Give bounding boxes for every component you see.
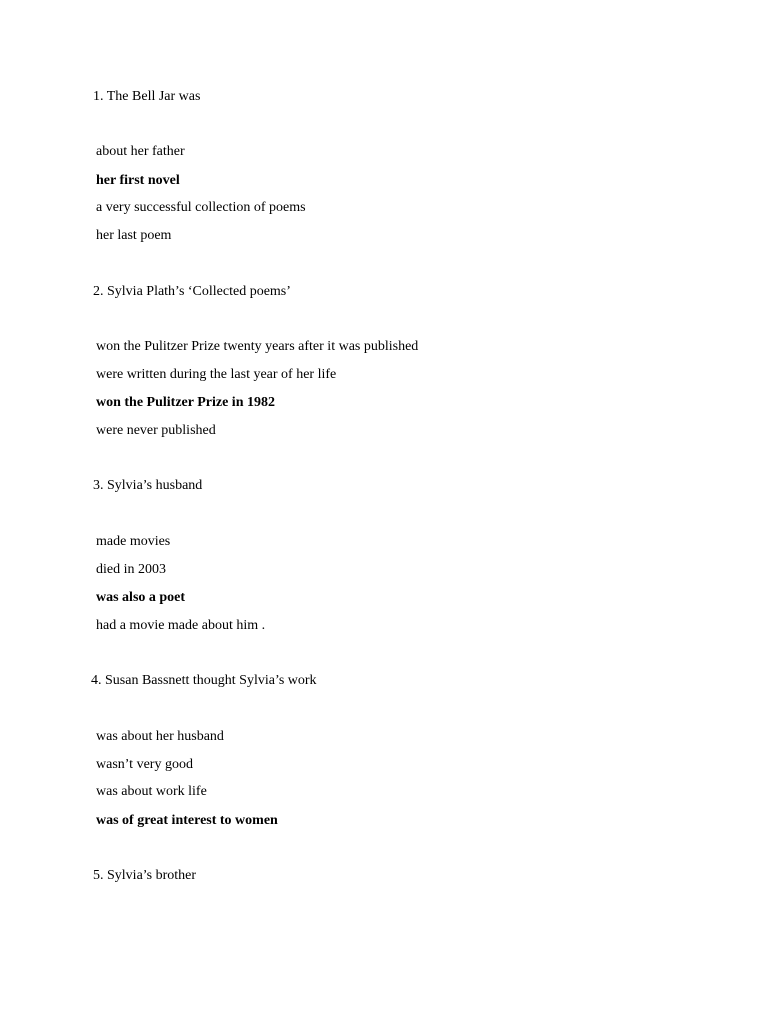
question-4-option-1: was about her husband bbox=[96, 729, 224, 744]
question-2-option-3-correct: won the Pulitzer Prize in 1982 bbox=[96, 395, 275, 410]
question-1-option-1: about her father bbox=[96, 144, 185, 159]
question-1-option-4: her last poem bbox=[96, 228, 172, 243]
question-4-option-3: was about work life bbox=[96, 784, 207, 799]
question-2-option-2: were written during the last year of her life bbox=[96, 367, 337, 382]
question-2-option-1: won the Pulitzer Prize twenty years after it was published bbox=[96, 339, 419, 354]
question-3-option-1: made movies bbox=[96, 534, 171, 549]
question-3-option-4: had a movie made about him . bbox=[96, 618, 266, 633]
question-1-prompt: 1. The Bell Jar was bbox=[93, 89, 201, 104]
question-2-prompt: 2. Sylvia Plath’s ‘Collected poems’ bbox=[93, 284, 291, 299]
question-4-option-4-correct: was of great interest to women bbox=[96, 813, 278, 828]
question-4-option-2: wasn’t very good bbox=[96, 757, 193, 772]
question-5-prompt: 5. Sylvia’s brother bbox=[93, 868, 197, 883]
question-1-option-3: a very successful collection of poems bbox=[96, 200, 306, 215]
question-3-prompt: 3. Sylvia’s husband bbox=[93, 478, 203, 493]
question-1-option-2-correct: her first novel bbox=[96, 173, 180, 188]
question-3-option-3-correct: was also a poet bbox=[96, 590, 186, 605]
question-3-option-2: died in 2003 bbox=[96, 562, 166, 577]
question-4-prompt: 4. Susan Bassnett thought Sylvia’s work bbox=[91, 673, 317, 688]
question-2-option-4: were never published bbox=[96, 423, 216, 438]
